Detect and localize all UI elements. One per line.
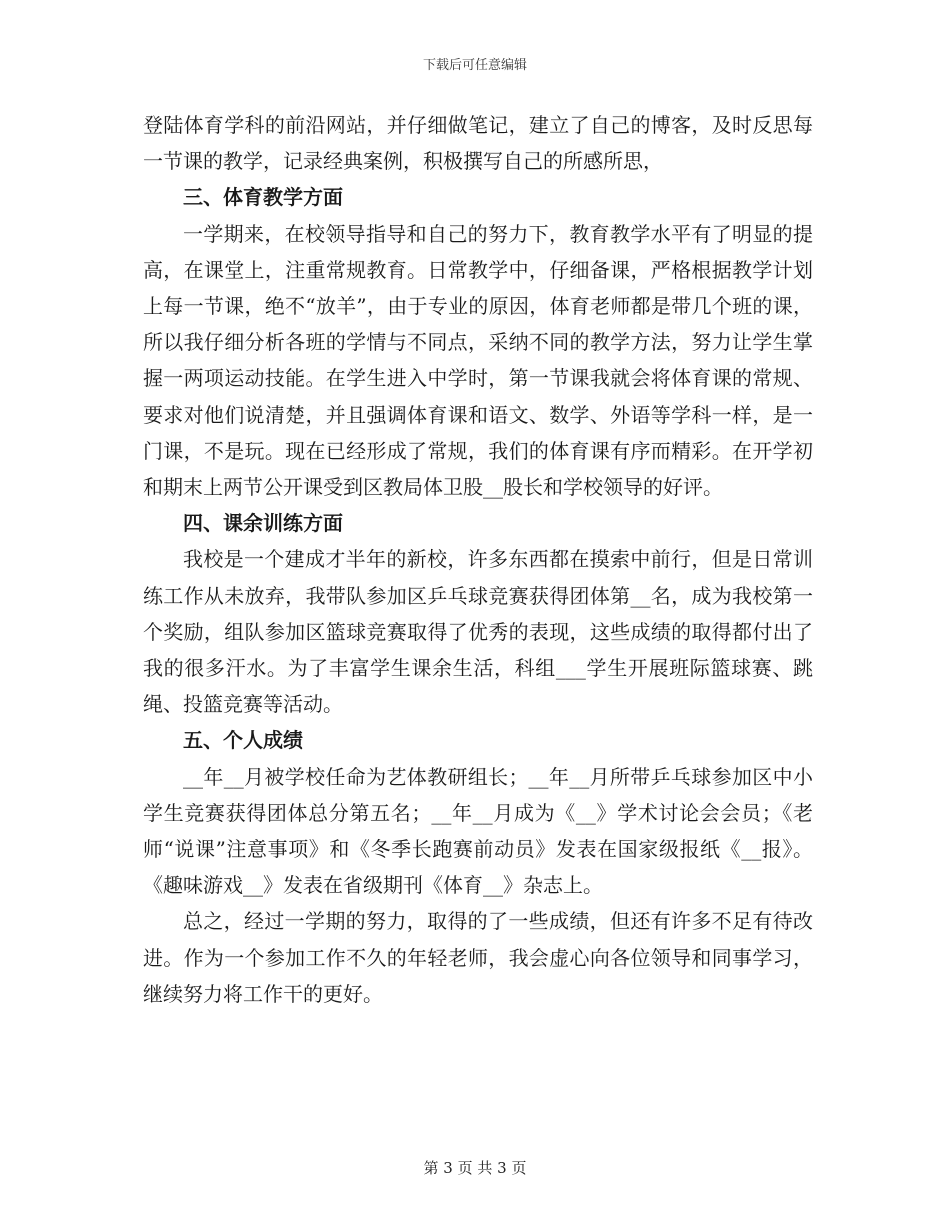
- section-heading-achievements: 五、个人成绩: [183, 728, 303, 753]
- page-footer: 第 3 页 共 3 页: [423, 1159, 527, 1177]
- section-heading-teaching: 三、体育教学方面: [183, 185, 343, 210]
- page-header: 下载后可任意编辑: [422, 58, 527, 73]
- paragraph-training: 我校是一个建成才半年的新校，许多东西都在摸索中前行，但是日常训练工作从未放弃，我带队参加区乒乓球竞赛获得团体第__名，成为我校第一个奖励，组队参加区篮球竞赛取得了优秀的表现，这些成绩的取得都付出了我的很多汗水。为了丰富学生课余生活，科组___学生开展班际篮球赛、跳绳、投篮竞赛等活动。: [143, 547, 813, 717]
- document-body: [143, 107, 813, 1012]
- paragraph-blog: 登陆体育学科的前沿网站，并仔细做笔记，建立了自己的博客，及时反思每一节课的教学，记录经典案例，积极撰写自己的所感所思，: [143, 113, 813, 174]
- paragraph-teaching: 一学期来，在校领导指导和自己的努力下，教育教学水平有了明显的提高，在课堂上，注重常规教育。日常教学中，仔细备课，严格根据教学计划上每一节课，绝不“放羊”，由于专业的原因，体育老师都是带几个班的课，所以我仔细分析各班的学情与不同点，采纳不同的教学方法，努力让学生掌握一两项运动技能。在学生进入中学时，第一节课我就会将体育课的常规、要求对他们说清楚，并且强调体育课和语文、数学、外语等学科一样，是一门课，不是玩。现在已经形成了常规，我们的体育课有序而精彩。在开学初和期末上两节公开课受到区教局体卫股__股长和学校领导的好评。: [143, 221, 813, 500]
- section-heading-training: 四、课余训练方面: [183, 511, 343, 536]
- paragraph-achievements: __年__月被学校任命为艺体教研组长；__年__月所带乒乓球参加区中小学生竞赛获得团体总分第五名；__年__月成为《__》学术讨论会会员；《老师“说课”注意事项》和《冬季长跑赛前动员》发表在国家级报纸《__报》。《趣味游戏__》发表在省级期刊《体育__》杂志上。: [143, 764, 813, 898]
- paragraph-summary: 总之，经过一学期的努力，取得的了一些成绩，但还有许多不足有待改进。作为一个参加工作不久的年轻老师，我会虚心向各位领导和同事学习，继续努力将工作干的更好。: [143, 909, 813, 1006]
